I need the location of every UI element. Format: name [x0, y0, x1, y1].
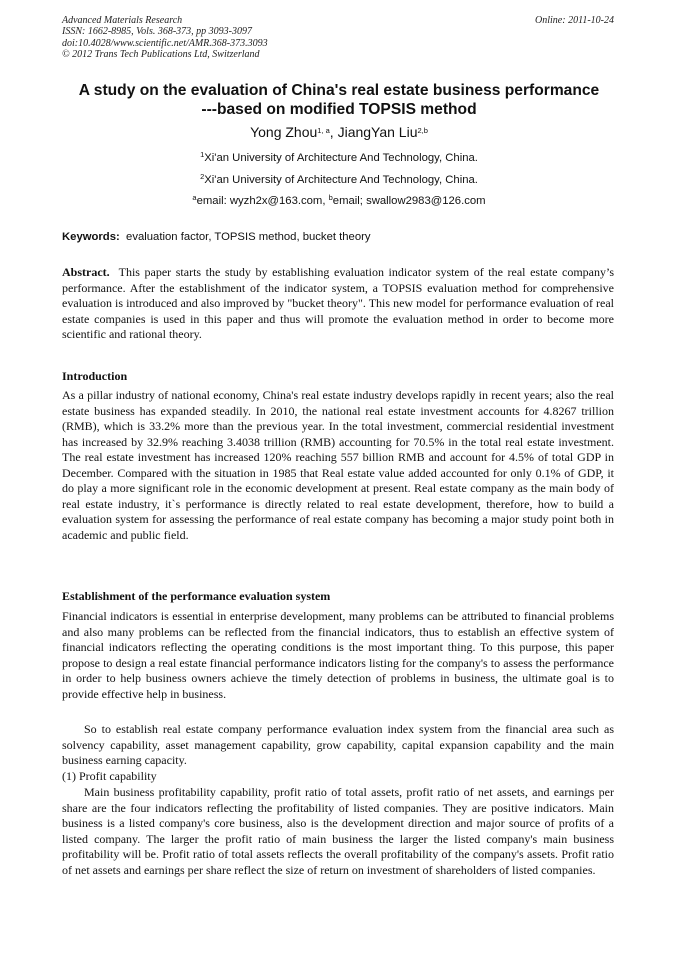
section-heading-establishment: Establishment of the performance evaluation system — [62, 589, 331, 603]
affiliation-superscript: 2 — [200, 172, 205, 181]
establishment-paragraph-2: So to establish real estate company performance evaluation index system from the financial area such as solvency capability, asset management capability, grow capability, capital expansion capability and the main business earning capacity. — [62, 722, 614, 768]
journal-doi: doi:10.4028/www.scientific.net/AMR.368-373.3093 — [62, 37, 268, 49]
author-emails — [40, 194, 638, 208]
abstract — [62, 265, 614, 343]
title-line-1: A study on the evaluation of China's real estate business performance — [78, 82, 600, 99]
affiliation-1 — [40, 151, 638, 165]
paper-title — [40, 81, 638, 119]
keywords-label: Keywords: — [62, 231, 120, 243]
author-name: JiangYan Liu — [337, 124, 418, 140]
title-line-2: ---based on modified TOPSIS method — [201, 101, 477, 118]
abstract-text: This paper starts the study by establishing evaluation indicator system of the real estate company’s performance. After the establishment of the indicator system, a TOPSIS evaluation method for comprehensive evaluation is introduced and also improved by "bucket theory". This new model for performance evaluation of real estate companies is used in this paper and thus will promote the evaluation method in order to become more scientific and rational theory. — [62, 265, 614, 342]
introduction-paragraph: As a pillar industry of national economy, China's real estate industry develops rapidly in recent years; also the real estate business has expanded steadily. In 2010, the national real estate investment accounts for 4.8267 trillion (RMB), which is 33.2% more than the previous year. In the total investment, commercial residential investment has increased by 32.9% reaching 3.4038 trillion (RMB) accounting for 70.5% in the total real estate investment. The real estate investment has increased 120% reaching 557 billion RMB and account for 4.5% of total GDP in December. Compared with the situation in 1985 that Real estate value added accounted for only 0.1% of GDP, it do play a more significant role in the economic development at present. Real estate company as the main body of real estate industry, it`s performance is directly related to real estate development, therefore, how to build a evaluation system for assessing the performance of real estate company has becoming a major study point both in academic and public field. — [62, 388, 614, 542]
online-date: Online: 2011-10-24 — [535, 15, 614, 26]
journal-header — [62, 15, 268, 60]
author-list — [40, 123, 638, 141]
keywords — [62, 230, 371, 244]
profit-capability-heading: (1) Profit capability — [62, 769, 157, 783]
affiliation-2 — [40, 173, 638, 187]
email-a: email: wyzh2x@163.com, — [196, 195, 329, 207]
affiliation-text: Xi'an University of Architecture And Technology, China. — [204, 152, 478, 164]
email-superscript: b — [328, 193, 333, 202]
email-b: email; swallow2983@126.com — [332, 195, 486, 207]
email-superscript: a — [192, 193, 197, 202]
keywords-text: evaluation factor, TOPSIS method, bucket theory — [126, 231, 371, 243]
journal-issn: ISSN: 1662-8985, Vols. 368-373, pp 3093-3097 — [62, 26, 252, 38]
section-heading-introduction: Introduction — [62, 369, 128, 383]
affiliation-superscript: 1 — [200, 150, 205, 159]
author-superscript: 2,b — [417, 126, 428, 135]
author-separator: , — [329, 124, 338, 140]
journal-copyright: © 2012 Trans Tech Publications Ltd, Switzerland — [62, 48, 260, 60]
author-name: Yong Zhou — [250, 124, 318, 140]
author-superscript: 1, a — [317, 126, 330, 135]
affiliation-text: Xi'an University of Architecture And Technology, China. — [204, 174, 478, 186]
abstract-label: Abstract. — [62, 265, 110, 279]
journal-name: Advanced Materials Research — [62, 15, 183, 26]
establishment-paragraph-1: Financial indicators is essential in enterprise development, many problems can be attributed to financial problems and also many problems can be reflected from the financial indicators, thus to establish an effective system of financial indicators reflecting the operating conditions is the most important thing. To this purpose, this paper propose to design a real estate financial performance indicators listing for the company's to assess the performance in order to help business owners achieve the timely detection of problems in business, the ultimate goal is to provide effective help in business. — [62, 609, 614, 701]
profit-capability-paragraph: Main business profitability capability, profit ratio of total assets, profit ratio of net assets, and earnings per share are the four indicators reflecting the profitability of listed companies. They are positive indicators. Main business is a listed company's core business, also is the development direction and major source of profits of a listed company. The larger the profit ratio of main business the larger the listed company's main business profitability will be. Profit ratio of total assets reflects the overall profitability of the company's assets. Profit ratio of net assets and earnings per share reflect the size of return on investment of shareholders of listed companies. — [62, 785, 614, 877]
